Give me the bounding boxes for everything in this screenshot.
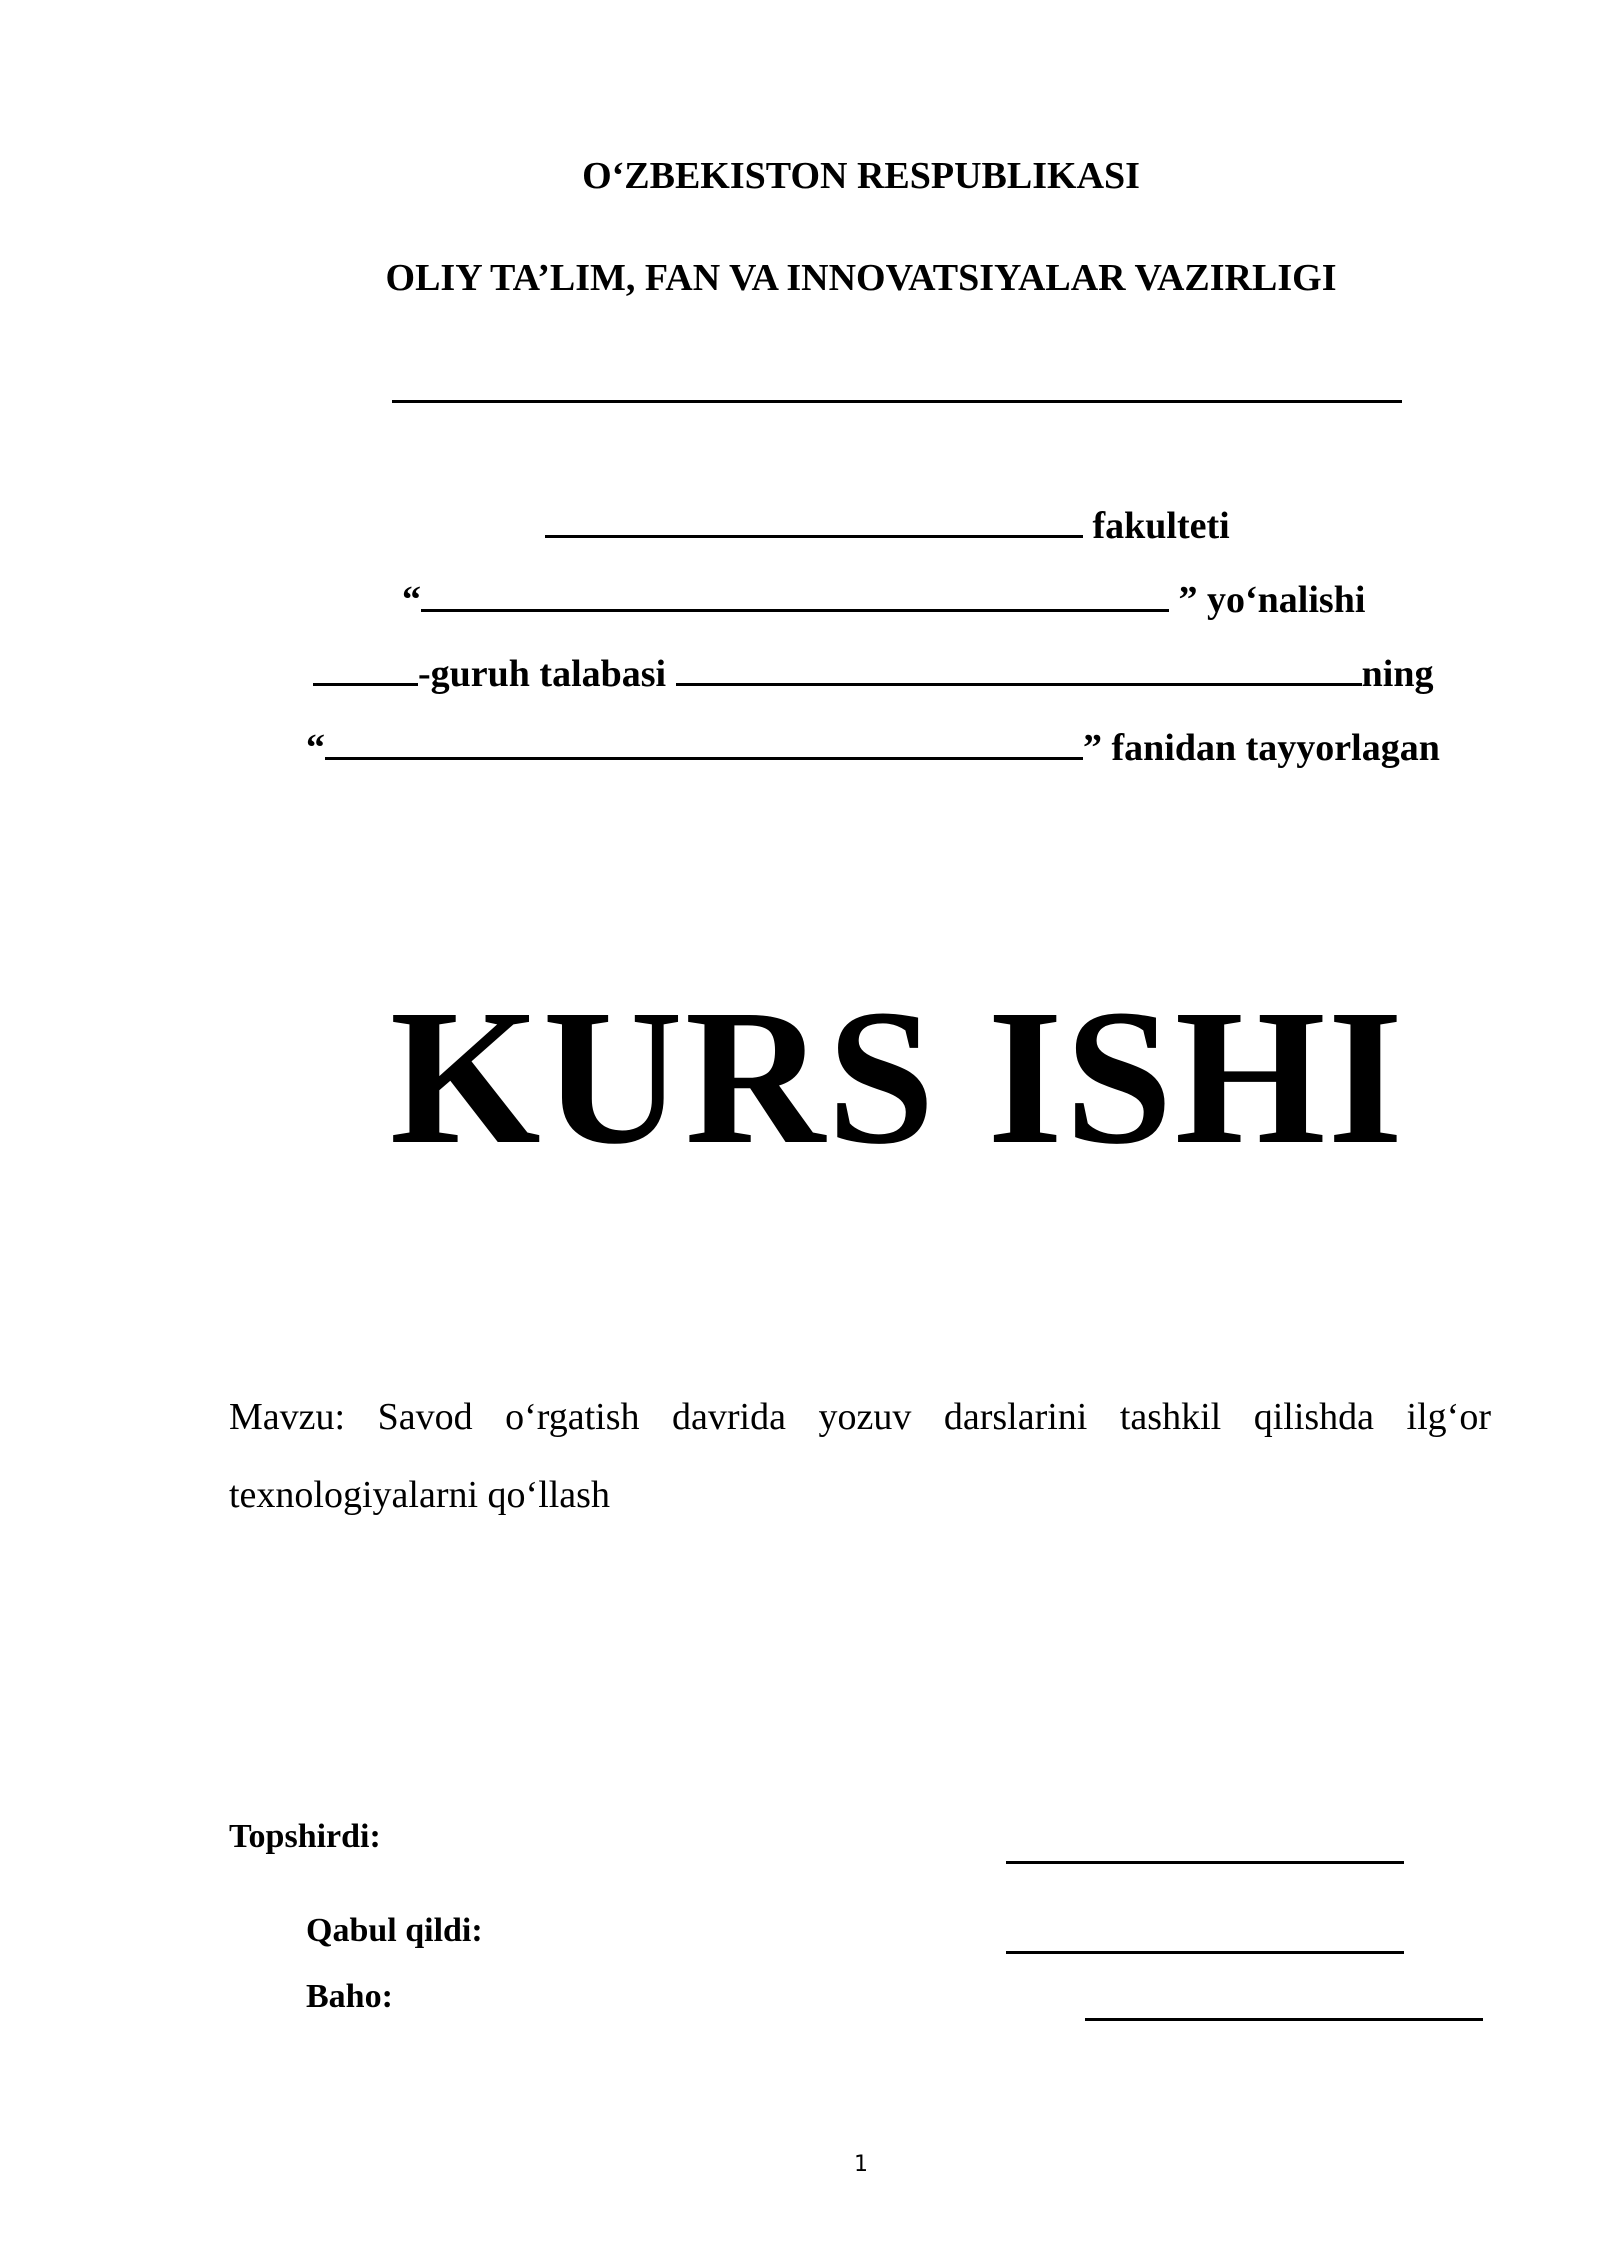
- direction-blank: [421, 579, 1169, 612]
- document-title: KURS ISHI: [389, 969, 1406, 1184]
- page-number: 1: [854, 2152, 868, 2177]
- subject-label: ” fanidan tayyorlagan: [1083, 727, 1440, 769]
- student-suffix-label: ning: [1361, 653, 1434, 695]
- direction-open-quote: “: [402, 579, 421, 621]
- group-label: -guruh talabasi: [418, 653, 667, 695]
- accepted-label: Qabul qildi:: [306, 1912, 483, 1949]
- direction-label: ” yo‘nalishi: [1178, 579, 1366, 621]
- grade-line: [1085, 2018, 1483, 2021]
- ministry-heading: OLIY TA’LIM, FAN VA INNOVATSIYALAR VAZIRLIGI: [385, 257, 1337, 299]
- student-name-blank: [676, 653, 1362, 686]
- grade-label: Baho:: [306, 1978, 393, 2015]
- topic-text: Mavzu: Savod o‘rgatish davrida yozuv darslarini tashkil qilishda ilg‘or texnologiyalarni qo‘llash: [229, 1396, 1491, 1516]
- faculty-blank: [545, 505, 1083, 538]
- accepted-signature-line: [1006, 1951, 1404, 1954]
- university-blank-line: [392, 400, 1402, 403]
- subject-row: [306, 726, 1440, 770]
- group-blank: [313, 653, 418, 686]
- faculty-row: [545, 504, 1230, 548]
- subject-open-quote: “: [306, 727, 325, 769]
- submitted-label: Topshirdi:: [229, 1818, 381, 1855]
- country-heading: O‘ZBEKISTON RESPUBLIKASI: [582, 155, 1140, 197]
- subject-blank: [325, 727, 1083, 760]
- direction-row: [402, 578, 1365, 622]
- faculty-label: fakulteti: [1092, 505, 1230, 547]
- submitted-signature-line: [1006, 1861, 1404, 1864]
- student-row: [313, 652, 1433, 696]
